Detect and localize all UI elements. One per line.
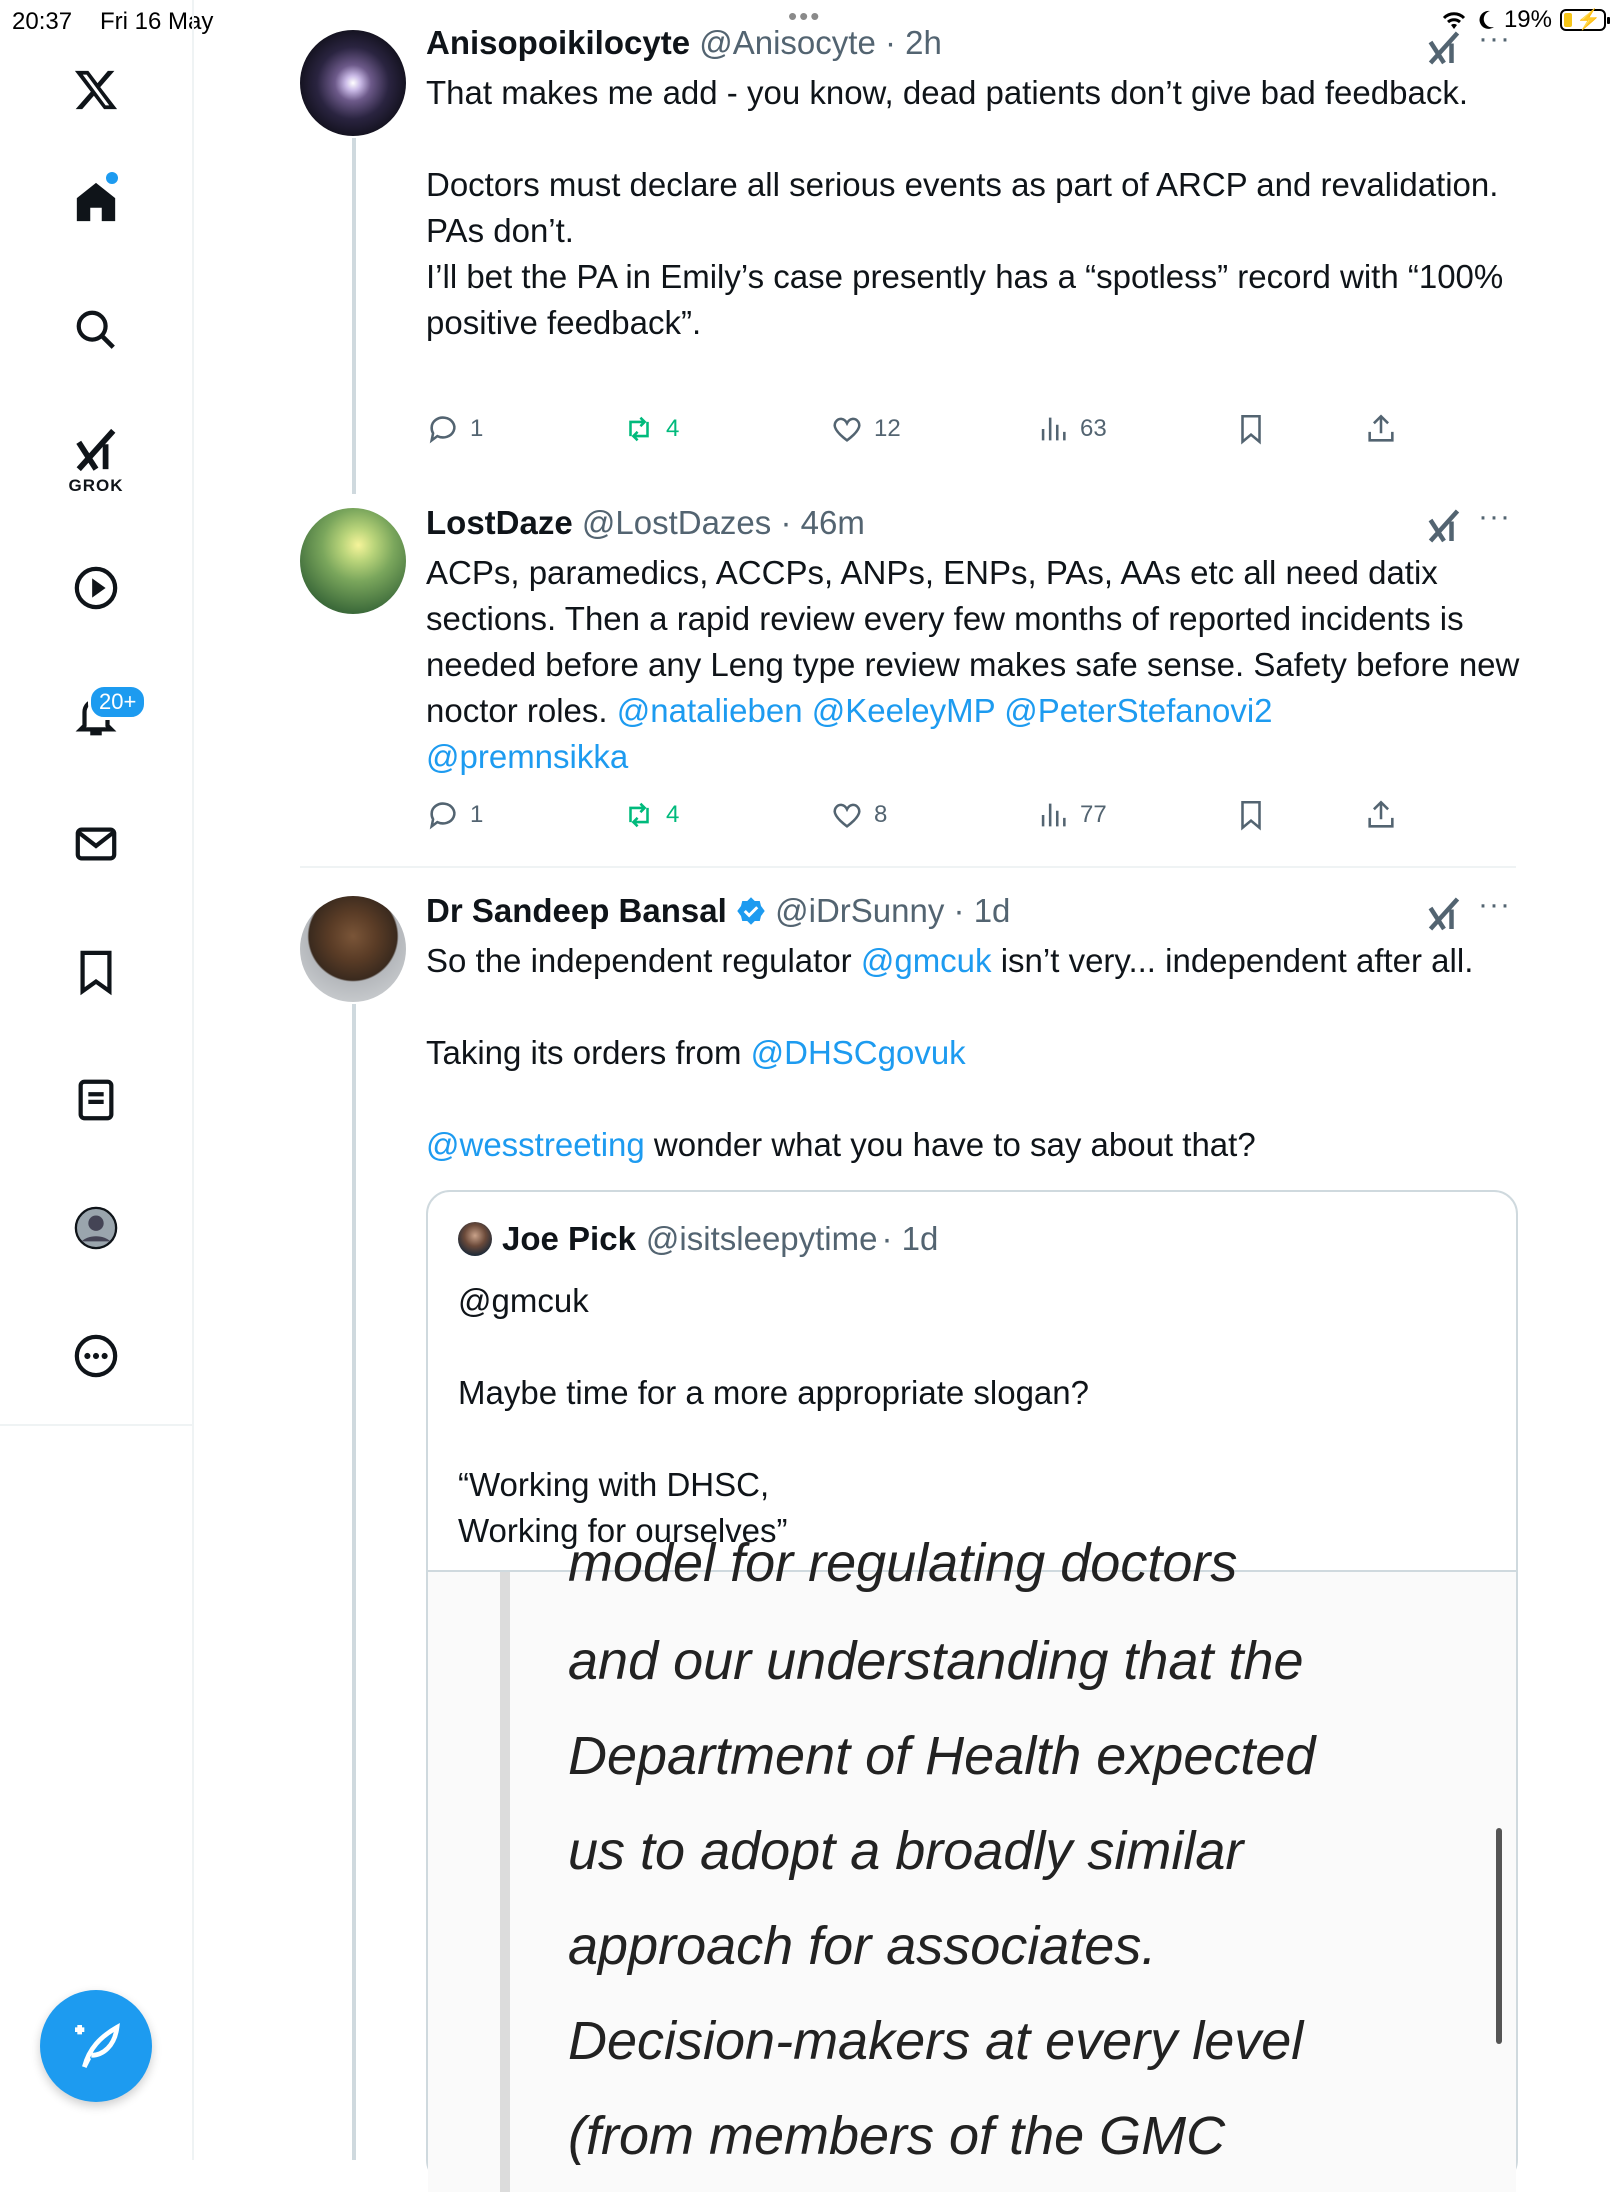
reply-button[interactable] — [426, 412, 483, 446]
like-button[interactable] — [830, 798, 887, 832]
sidebar — [0, 0, 194, 1426]
lists-icon[interactable] — [66, 1070, 126, 1130]
home-unread-dot — [106, 172, 118, 184]
mention-link[interactable]: @premnsikka — [426, 738, 629, 775]
author-handle[interactable]: @iDrSunny — [775, 892, 945, 929]
video-play-icon[interactable] — [66, 558, 126, 618]
like-count: 12 — [874, 415, 901, 442]
tweet-header — [426, 24, 942, 62]
tweet-divider — [300, 866, 1516, 868]
image-text-line: and our understanding that the — [568, 1631, 1304, 1691]
tweet-time[interactable]: · 1d — [881, 1220, 939, 1257]
grok-label: GROK — [68, 476, 124, 495]
quote-image[interactable] — [428, 1533, 1516, 2192]
tweet-text: That makes me add - you know, dead patients don’t give bad feedback. Doctors must declare all serious events as part of ARCP and revalidation. PAs don’t. I’ll bet the PA in Emily’s case presently has a “spotless” record with “100% positive feedback”. — [426, 74, 1504, 341]
reply-count: 1 — [470, 415, 484, 442]
image-text-line: Decision-makers at every level — [568, 2011, 1304, 2071]
share-icon — [1364, 798, 1398, 832]
verified-badge-icon — [736, 896, 766, 926]
views-chart-icon — [1036, 412, 1070, 446]
tweet-time[interactable]: · 1d — [953, 892, 1011, 929]
tweet-text — [426, 938, 1526, 1168]
like-count: 8 — [874, 801, 888, 828]
notifications-badge: 20+ — [88, 684, 147, 720]
author-handle[interactable]: @LostDazes — [581, 504, 772, 541]
avatar[interactable] — [300, 508, 406, 614]
author-handle[interactable]: @isitsleepytime — [645, 1220, 878, 1257]
image-text-line: approach for associates. — [568, 1916, 1157, 1976]
bookmark-icon — [1234, 798, 1268, 832]
grok-explain-icon[interactable] — [1426, 30, 1462, 66]
image-text-block — [568, 1614, 1315, 2184]
image-text-line: us to adopt a broadly similar — [568, 1821, 1244, 1881]
heart-icon — [830, 412, 864, 446]
search-icon[interactable] — [66, 300, 126, 360]
compose-button[interactable] — [40, 1990, 152, 2102]
wifi-icon — [1440, 9, 1468, 31]
views-chart-icon — [1036, 798, 1070, 832]
tweet-text-line: So the independent regulator — [426, 942, 861, 979]
grok-icon[interactable] — [66, 420, 126, 480]
reply-icon — [426, 412, 460, 446]
image-text-line: (from members of the GMC — [568, 2106, 1226, 2166]
tweet-text-line: wonder what you have to say about that? — [644, 1126, 1256, 1163]
sidebar-divider — [192, 1424, 194, 2160]
status-indicators — [1440, 6, 1606, 34]
mention-link[interactable]: @PeterStefanovi2 — [1004, 692, 1273, 729]
avatar[interactable] — [458, 1222, 492, 1256]
image-text-line: model for regulating doctors — [568, 1533, 1238, 1593]
tweet-more-icon[interactable]: ··· — [1478, 22, 1511, 55]
status-time: 20:37 — [12, 8, 73, 35]
views-count: 77 — [1080, 801, 1107, 828]
mention-link[interactable]: @wesstreeting — [426, 1126, 645, 1163]
tweet-header — [426, 504, 865, 542]
reply-icon — [426, 798, 460, 832]
like-button[interactable] — [830, 412, 901, 446]
more-options-icon[interactable] — [66, 1326, 126, 1386]
share-icon — [1364, 412, 1398, 446]
battery-percent: 19% — [1503, 6, 1552, 33]
heart-icon — [830, 798, 864, 832]
status-date: Fri 16 May — [100, 8, 214, 35]
repost-count: 4 — [666, 801, 680, 828]
repost-button[interactable] — [622, 412, 679, 446]
mention-link[interactable]: @gmcuk — [860, 942, 992, 979]
bookmark-button[interactable] — [1234, 412, 1268, 446]
tweet-time[interactable]: · 2h — [884, 24, 942, 61]
author-name[interactable]: Anisopoikilocyte — [426, 24, 691, 61]
grok-explain-icon[interactable] — [1426, 896, 1462, 932]
quote-header — [458, 1220, 938, 1258]
views-button[interactable] — [1036, 412, 1107, 446]
views-count: 63 — [1080, 415, 1107, 442]
thread-connector — [352, 138, 356, 494]
battery-icon: ⚡ — [1560, 9, 1606, 31]
avatar[interactable] — [300, 30, 406, 136]
tweet-actions — [426, 798, 1426, 838]
tweet-text-line: isn’t very... independent after all. — [991, 942, 1474, 979]
tweet-text-body: ACPs, paramedics, ACCPs, ANPs, ENPs, PAs, AAs etc all need datix sections. Then a rapid review every few months of reported incidents is needed before any Leng type review makes safe sense. Safety before new noctor roles. — [426, 554, 1529, 729]
author-handle[interactable]: @Anisocyte — [699, 24, 876, 61]
repost-count: 4 — [666, 415, 680, 442]
author-name[interactable]: Dr Sandeep Bansal — [426, 892, 727, 929]
share-button[interactable] — [1364, 412, 1398, 446]
tweet-text-line: Taking its orders from — [426, 1034, 751, 1071]
repost-button[interactable] — [622, 798, 679, 832]
bookmarks-icon[interactable] — [66, 942, 126, 1002]
tweet-more-icon[interactable]: ··· — [1478, 888, 1511, 921]
mention-link[interactable]: @DHSCgovuk — [750, 1034, 966, 1071]
image-text-line: Department of Health expected — [568, 1726, 1316, 1786]
quoted-tweet-card[interactable] — [426, 1190, 1518, 2184]
grok-explain-icon[interactable] — [1426, 508, 1462, 544]
tweet-text — [426, 550, 1529, 780]
tweet-header — [426, 892, 1010, 930]
avatar[interactable] — [300, 896, 406, 1002]
tweet-time[interactable]: · 46m — [780, 504, 865, 541]
bookmark-button[interactable] — [1234, 798, 1268, 832]
reply-count: 1 — [470, 801, 484, 828]
reply-button[interactable] — [426, 798, 483, 832]
image-scrollbar — [1496, 1828, 1502, 2044]
compose-feather-icon — [68, 2018, 124, 2074]
repost-icon — [622, 798, 656, 832]
mention-link[interactable]: @KeeleyMP — [811, 692, 996, 729]
mention-link[interactable]: @natalieben — [616, 692, 803, 729]
x-logo-icon[interactable] — [66, 60, 126, 120]
tweet-actions — [426, 412, 1426, 452]
messages-envelope-icon[interactable] — [66, 814, 126, 874]
tweet-more-icon[interactable]: ··· — [1478, 500, 1511, 533]
repost-icon — [622, 412, 656, 446]
views-button[interactable] — [1036, 798, 1107, 832]
bookmark-icon — [1234, 412, 1268, 446]
blockquote-bar — [500, 1572, 510, 2192]
multitask-handle[interactable]: ••• — [788, 1, 822, 31]
author-name[interactable]: Joe Pick — [502, 1220, 636, 1257]
thread-connector — [352, 1004, 356, 2160]
author-name[interactable]: LostDaze — [426, 504, 573, 541]
quote-text: @gmcuk Maybe time for a more appropriate slogan? “Working with DHSC, Working for ourselves” — [458, 1282, 1089, 1549]
share-button[interactable] — [1364, 798, 1398, 832]
profile-avatar-icon[interactable] — [66, 1198, 126, 1258]
